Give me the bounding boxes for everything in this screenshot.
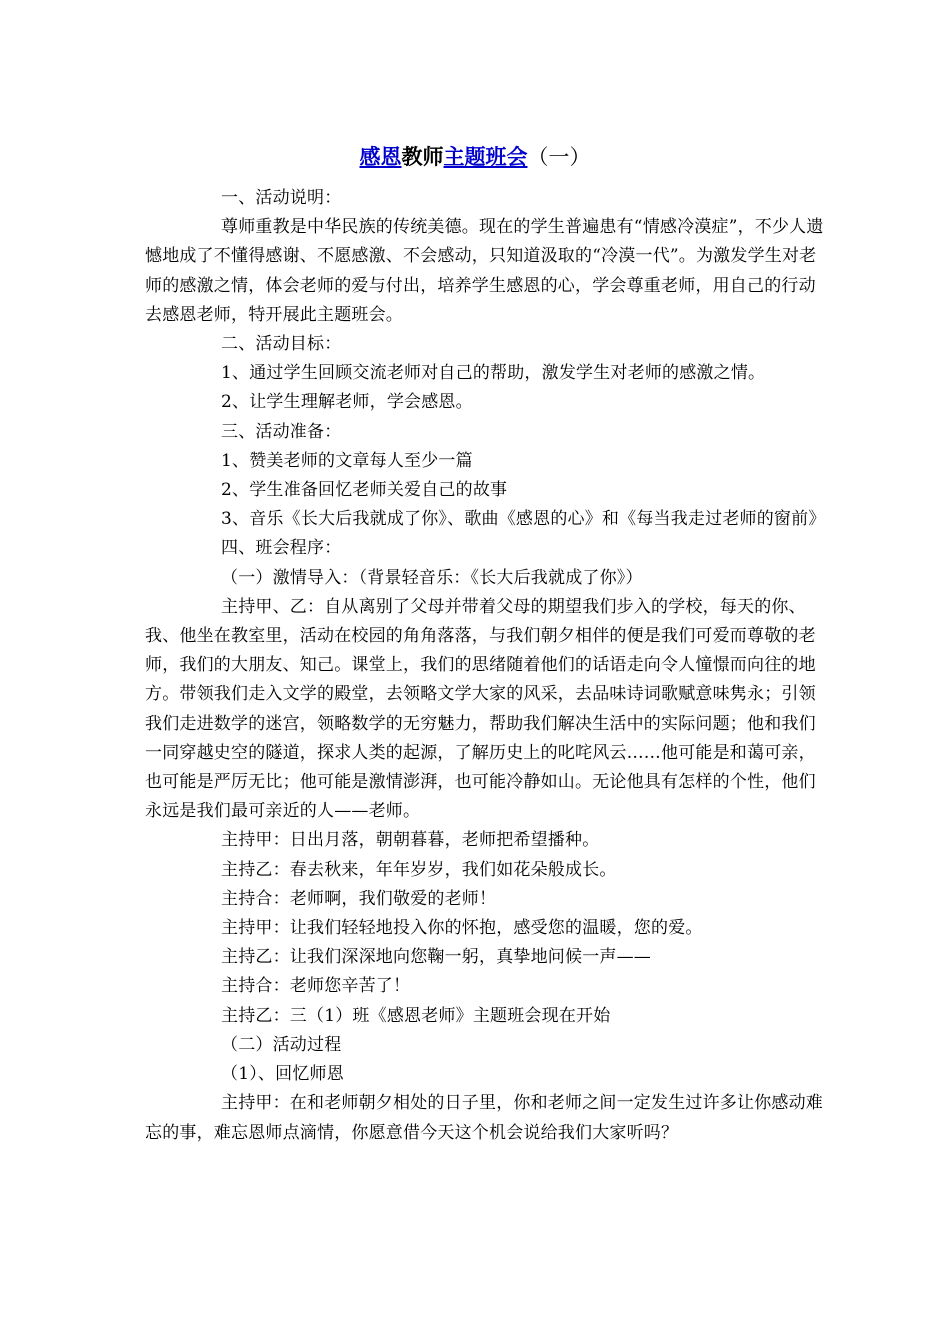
dialogue-line: 主持甲：日出月落，朝朝暮暮，老师把希望播种。 <box>221 830 600 851</box>
heading-activity-description: 一、活动说明： <box>221 188 342 208</box>
document-body <box>145 184 825 1148</box>
title-link-gratitude[interactable]: 感恩 <box>359 144 402 169</box>
subheading-activity-process: （二）活动过程 <box>221 1034 342 1055</box>
preparation-item: 3、音乐《长大后我就成了你》、歌曲《感恩的心》和《每当我走过老师的窗前》 <box>221 509 826 530</box>
heading-activity-goals: 二、活动目标： <box>221 334 342 355</box>
dialogue-line: 主持乙：春去秋来，年年岁岁，我们如花朵般成长。 <box>221 859 617 880</box>
preparation-item: 2、学生准备回忆老师关爱自己的故事 <box>221 480 508 501</box>
preparation-item: 1、赞美老师的文章每人至少一篇 <box>221 450 473 471</box>
paragraph-host-speech: 主持甲、乙：自从离别了父母并带着父母的期望我们步入的学校，每天的你、我、他坐在教室里，活动在校园的角角落落，与我们朝夕相伴的便是我们可爱而尊敬的老师，我们的大朋友、知己。课堂上，我们的思绪随着他们的话语走向令人憧憬而向往的地方。带领我们走入文学的殿堂，去领略文学大家的风采，去品味诗词歌赋意味隽永；引领我们走进数学的迷宫，领略数学的无穷魅力，帮助我们解决生活中的实际问题；他和我们一同穿越史空的隧道，探求人类的起源，了解历史上的叱咤风云……他可能是和蔼可亲，也可能是严厉无比；他可能是激情澎湃，也可能冷静如山。无论他具有怎样的个性，他们永远是我们最可亲近的人——老师。 <box>145 596 816 822</box>
dialogue-line: 主持合：老师您辛苦了！ <box>221 976 411 997</box>
subheading-recall-teacher-kindness: （1）、回忆师恩 <box>221 1064 344 1085</box>
title-text-teacher: 教师 <box>401 144 444 169</box>
heading-activity-preparation: 三、活动准备： <box>221 421 342 442</box>
dialogue-line: 主持合：老师啊，我们敬爱的老师！ <box>221 888 497 909</box>
paragraph-activity-description: 尊师重教是中华民族的传统美德。现在的学生普遍患有“情感冷漠症”，不少人遗憾地成了不懂得感谢、不愿感激、不会感动，只知道汲取的“冷漠一代”。为激发学生对老师的感激之情，体会老师的爱与付出，培养学生感恩的心，学会尊重老师，用自己的行动去感恩老师，特开展此主题班会。 <box>145 217 824 325</box>
title-link-theme-meeting[interactable]: 主题班会 <box>443 144 528 169</box>
subheading-intro: （一）激情导入：（背景轻音乐：《长大后我就成了你》） <box>221 567 643 588</box>
goal-item: 1、通过学生回顾交流老师对自己的帮助，激发学生对老师的感激之情。 <box>221 363 766 384</box>
document-title <box>0 142 950 172</box>
goal-item: 2、让学生理解老师，学会感恩。 <box>221 392 473 413</box>
heading-meeting-procedure: 四、班会程序： <box>221 538 342 559</box>
dialogue-line: 主持乙：让我们深深地向您鞠一躬，真挚地问候一声—— <box>221 947 651 968</box>
dialogue-line: 主持甲：在和老师朝夕相处的日子里，你和老师之间一定发生过许多让你感动难忘的事，难忘恩师点滴情，你愿意借今天这个机会说给我们大家听吗？ <box>145 1093 823 1143</box>
title-suffix: （一） <box>527 145 591 169</box>
dialogue-line: 主持乙：三（1）班《感恩老师》主题班会现在开始 <box>221 1005 611 1026</box>
dialogue-line: 主持甲：让我们轻轻地投入你的怀抱，感受您的温暖，您的爱。 <box>221 918 703 939</box>
